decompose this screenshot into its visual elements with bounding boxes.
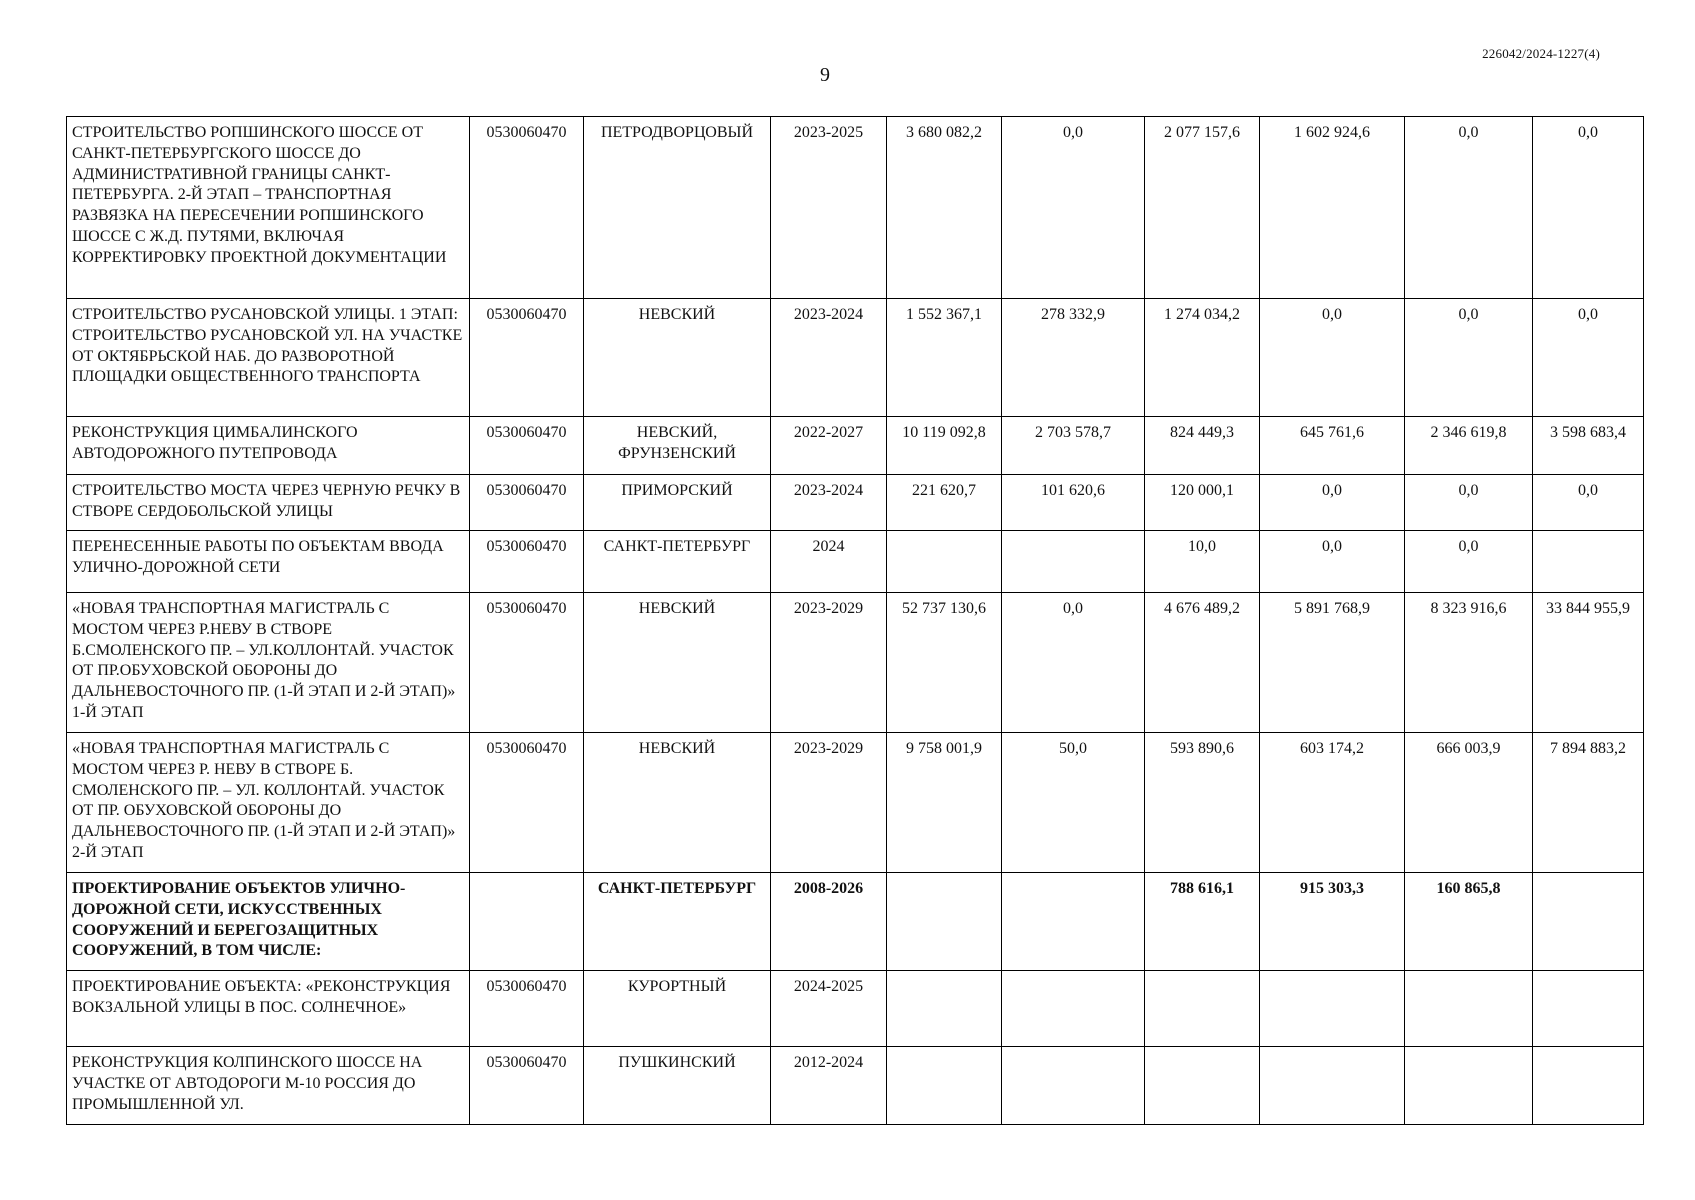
table-row <box>67 117 1644 299</box>
district: НЕВСКИЙ <box>584 733 771 873</box>
value-2 <box>1145 971 1260 1047</box>
table-row <box>67 873 1644 971</box>
value-4: 0,0 <box>1405 299 1533 417</box>
object-name: СТРОИТЕЛЬСТВО РУСАНОВСКОЙ УЛИЦЫ. 1 ЭТАП: СТРОИТЕЛЬСТВО РУСАНОВСКОЙ УЛ. НА УЧАСТКЕ ОТ ОКТЯБРЬСКОЙ НАБ. ДО РАЗВОРОТНОЙ ПЛОЩАДКИ ОБЩЕСТВЕННОГО ТРАНСПОРТА <box>67 299 470 417</box>
value-2: 1 274 034,2 <box>1145 299 1260 417</box>
object-name: ПРОЕКТИРОВАНИЕ ОБЪЕКТОВ УЛИЧНО-ДОРОЖНОЙ СЕТИ, ИСКУССТВЕННЫХ СООРУЖЕНИЙ И БЕРЕГОЗАЩИТНЫХ СООРУЖЕНИЙ, В ТОМ ЧИСЛЕ: <box>67 873 470 971</box>
value-3: 603 174,2 <box>1260 733 1405 873</box>
district: САНКТ-ПЕТЕРБУРГ <box>584 531 771 593</box>
total-value <box>887 971 1002 1047</box>
value-1: 0,0 <box>1002 593 1145 733</box>
value-1 <box>1002 971 1145 1047</box>
page-number: 9 <box>820 64 830 86</box>
table-row <box>67 531 1644 593</box>
object-name: СТРОИТЕЛЬСТВО РОПШИНСКОГО ШОССЕ ОТ САНКТ-ПЕТЕРБУРГСКОГО ШОССЕ ДО АДМИНИСТРАТИВНОЙ ГРАНИЦЫ САНКТ-ПЕТЕРБУРГА. 2-Й ЭТАП – ТРАНСПОРТНАЯ РАЗВЯЗКА НА ПЕРЕСЕЧЕНИИ РОПШИНСКОГО ШОССЕ С Ж.Д. ПУТЯМИ, ВКЛЮЧАЯ КОРРЕКТИРОВКУ ПРОЕКТНОЙ ДОКУМЕНТАЦИИ <box>67 117 470 299</box>
district: НЕВСКИЙ, ФРУНЗЕНСКИЙ <box>584 417 771 475</box>
total-value: 3 680 082,2 <box>887 117 1002 299</box>
value-3 <box>1260 1047 1405 1125</box>
table-row <box>67 475 1644 531</box>
district: НЕВСКИЙ <box>584 593 771 733</box>
period: 2023-2024 <box>771 475 887 531</box>
period: 2023-2029 <box>771 733 887 873</box>
table-row <box>67 593 1644 733</box>
value-2: 120 000,1 <box>1145 475 1260 531</box>
value-4: 0,0 <box>1405 531 1533 593</box>
value-5: 0,0 <box>1533 475 1644 531</box>
object-name: «НОВАЯ ТРАНСПОРТНАЯ МАГИСТРАЛЬ С МОСТОМ ЧЕРЕЗ Р.НЕВУ В СТВОРЕ Б.СМОЛЕНСКОГО ПР. – УЛ.КОЛЛОНТАЙ. УЧАСТОК ОТ ПР.ОБУХОВСКОЙ ОБОРОНЫ ДО ДАЛЬНЕВОСТОЧНОГО ПР. (1-Й ЭТАП И 2-Й ЭТАП)» 1-Й ЭТАП <box>67 593 470 733</box>
period: 2024-2025 <box>771 971 887 1047</box>
value-5: 33 844 955,9 <box>1533 593 1644 733</box>
total-value: 10 119 092,8 <box>887 417 1002 475</box>
budget-code: 0530060470 <box>470 117 584 299</box>
value-2: 10,0 <box>1145 531 1260 593</box>
table-row <box>67 733 1644 873</box>
value-4: 0,0 <box>1405 475 1533 531</box>
object-name: ПЕРЕНЕСЕННЫЕ РАБОТЫ ПО ОБЪЕКТАМ ВВОДА УЛИЧНО-ДОРОЖНОЙ СЕТИ <box>67 531 470 593</box>
total-value <box>887 531 1002 593</box>
value-1 <box>1002 531 1145 593</box>
total-value: 9 758 001,9 <box>887 733 1002 873</box>
value-3 <box>1260 971 1405 1047</box>
period: 2024 <box>771 531 887 593</box>
value-5 <box>1533 873 1644 971</box>
document-id: 226042/2024-1227(4) <box>1482 46 1600 61</box>
table-row <box>67 417 1644 475</box>
period: 2023-2029 <box>771 593 887 733</box>
value-2: 788 616,1 <box>1145 873 1260 971</box>
object-name: РЕКОНСТРУКЦИЯ ЦИМБАЛИНСКОГО АВТОДОРОЖНОГО ПУТЕПРОВОДА <box>67 417 470 475</box>
budget-code: 0530060470 <box>470 971 584 1047</box>
district: НЕВСКИЙ <box>584 299 771 417</box>
total-value: 52 737 130,6 <box>887 593 1002 733</box>
total-value <box>887 1047 1002 1125</box>
budget-code: 0530060470 <box>470 531 584 593</box>
value-2: 4 676 489,2 <box>1145 593 1260 733</box>
table-row <box>67 1047 1644 1125</box>
district: ПУШКИНСКИЙ <box>584 1047 771 1125</box>
value-4: 0,0 <box>1405 117 1533 299</box>
object-name: СТРОИТЕЛЬСТВО МОСТА ЧЕРЕЗ ЧЕРНУЮ РЕЧКУ В СТВОРЕ СЕРДОБОЛЬСКОЙ УЛИЦЫ <box>67 475 470 531</box>
value-5 <box>1533 971 1644 1047</box>
value-2 <box>1145 1047 1260 1125</box>
period: 2012-2024 <box>771 1047 887 1125</box>
value-4 <box>1405 971 1533 1047</box>
object-name: «НОВАЯ ТРАНСПОРТНАЯ МАГИСТРАЛЬ С МОСТОМ ЧЕРЕЗ Р. НЕВУ В СТВОРЕ Б. СМОЛЕНСКОГО ПР. – УЛ. КОЛЛОНТАЙ. УЧАСТОК ОТ ПР. ОБУХОВСКОЙ ОБОРОНЫ ДО ДАЛЬНЕВОСТОЧНОГО ПР. (1-Й ЭТАП И 2-Й ЭТАП)» 2-Й ЭТАП <box>67 733 470 873</box>
value-1: 278 332,9 <box>1002 299 1145 417</box>
object-name: ПРОЕКТИРОВАНИЕ ОБЪЕКТА: «РЕКОНСТРУКЦИЯ ВОКЗАЛЬНОЙ УЛИЦЫ В ПОС. СОЛНЕЧНОЕ» <box>67 971 470 1047</box>
value-5: 0,0 <box>1533 299 1644 417</box>
value-1: 101 620,6 <box>1002 475 1145 531</box>
budget-code: 0530060470 <box>470 593 584 733</box>
total-value: 221 620,7 <box>887 475 1002 531</box>
value-3: 0,0 <box>1260 299 1405 417</box>
value-1: 0,0 <box>1002 117 1145 299</box>
value-1 <box>1002 873 1145 971</box>
district: КУРОРТНЫЙ <box>584 971 771 1047</box>
value-5 <box>1533 531 1644 593</box>
budget-code: 0530060470 <box>470 475 584 531</box>
value-3: 645 761,6 <box>1260 417 1405 475</box>
value-4: 160 865,8 <box>1405 873 1533 971</box>
value-5: 7 894 883,2 <box>1533 733 1644 873</box>
value-1: 2 703 578,7 <box>1002 417 1145 475</box>
table-row <box>67 971 1644 1047</box>
table-row <box>67 299 1644 417</box>
value-4: 666 003,9 <box>1405 733 1533 873</box>
district: САНКТ-ПЕТЕРБУРГ <box>584 873 771 971</box>
value-5 <box>1533 1047 1644 1125</box>
value-4: 8 323 916,6 <box>1405 593 1533 733</box>
value-2: 593 890,6 <box>1145 733 1260 873</box>
budget-code: 0530060470 <box>470 733 584 873</box>
object-name: РЕКОНСТРУКЦИЯ КОЛПИНСКОГО ШОССЕ НА УЧАСТКЕ ОТ АВТОДОРОГИ М-10 РОССИЯ ДО ПРОМЫШЛЕННОЙ УЛ. <box>67 1047 470 1125</box>
value-4 <box>1405 1047 1533 1125</box>
period: 2022-2027 <box>771 417 887 475</box>
budget-code: 0530060470 <box>470 417 584 475</box>
value-5: 3 598 683,4 <box>1533 417 1644 475</box>
value-3: 0,0 <box>1260 531 1405 593</box>
value-1: 50,0 <box>1002 733 1145 873</box>
value-3: 5 891 768,9 <box>1260 593 1405 733</box>
value-1 <box>1002 1047 1145 1125</box>
district: ПРИМОРСКИЙ <box>584 475 771 531</box>
value-2: 2 077 157,6 <box>1145 117 1260 299</box>
period: 2023-2025 <box>771 117 887 299</box>
value-5: 0,0 <box>1533 117 1644 299</box>
budget-code: 0530060470 <box>470 299 584 417</box>
district: ПЕТРОДВОРЦОВЫЙ <box>584 117 771 299</box>
total-value <box>887 873 1002 971</box>
budget-code: 0530060470 <box>470 1047 584 1125</box>
value-3: 1 602 924,6 <box>1260 117 1405 299</box>
period: 2008-2026 <box>771 873 887 971</box>
value-3: 915 303,3 <box>1260 873 1405 971</box>
budget-code <box>470 873 584 971</box>
period: 2023-2024 <box>771 299 887 417</box>
total-value: 1 552 367,1 <box>887 299 1002 417</box>
value-4: 2 346 619,8 <box>1405 417 1533 475</box>
program-table <box>66 116 1644 1125</box>
value-3: 0,0 <box>1260 475 1405 531</box>
value-2: 824 449,3 <box>1145 417 1260 475</box>
